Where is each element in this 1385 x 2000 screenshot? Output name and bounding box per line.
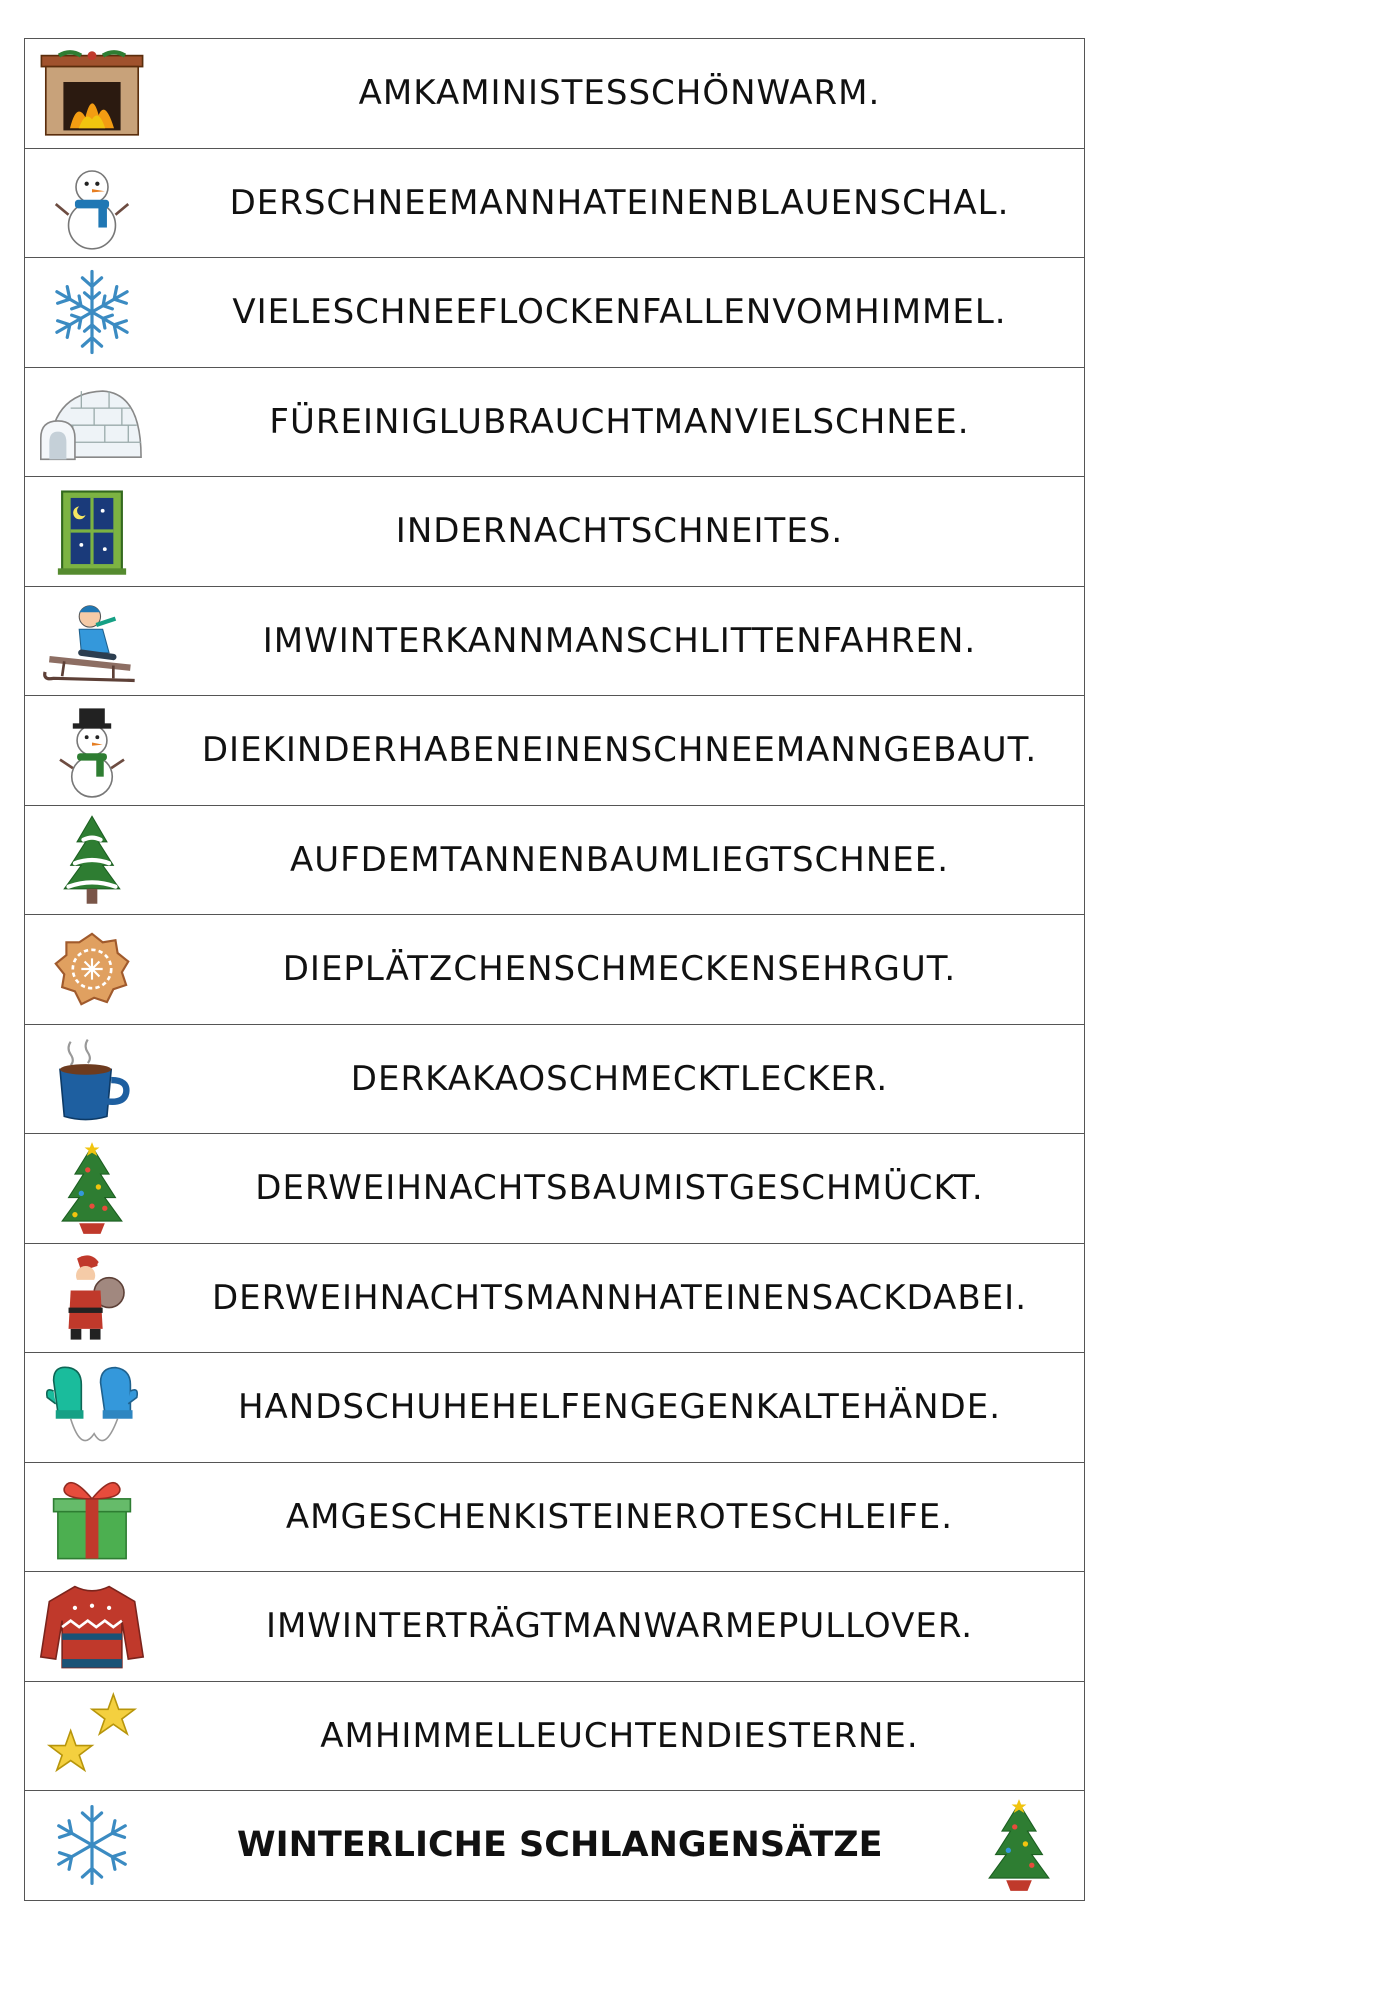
sentence-row: [25, 258, 1084, 368]
sentence-row: [25, 1353, 1084, 1463]
sentence-row: [25, 1463, 1084, 1573]
cocoa-mug-icon: [37, 1031, 147, 1127]
title-row: [25, 1791, 1084, 1901]
sentence-text: AMHIMMELLEUCHTENDIESTERNE.: [320, 1715, 919, 1756]
snowy-fir-tree-icon: [37, 812, 147, 908]
sentence-row: [25, 368, 1084, 478]
snowflake-icon: [37, 264, 147, 360]
santa-icon: [37, 1250, 147, 1346]
sled-child-icon: [37, 593, 147, 689]
sentence-row: [25, 1244, 1084, 1354]
sentence-row: [25, 39, 1084, 149]
sentence-text: DERSCHNEEMANNHATEINENBLAUENSCHAL.: [229, 182, 1010, 223]
sentence-text: IMWINTERTRÄGTMANWARMEPULLOVER.: [265, 1606, 974, 1647]
worksheet: [24, 38, 1085, 1901]
sentence-row: [25, 587, 1084, 697]
sentence-row: [25, 806, 1084, 916]
snowman-scarf-icon: [37, 155, 147, 251]
snowman-hat-icon: [37, 702, 147, 798]
sentence-text: DERWEIHNACHTSMANNHATEINENSACKDABEI.: [211, 1277, 1028, 1318]
fireplace-icon: [37, 45, 147, 141]
mittens-icon: [37, 1359, 147, 1455]
sentence-row: [25, 1572, 1084, 1682]
sentence-row: [25, 149, 1084, 259]
sentence-text: AMGESCHENKISTEINEROTESCHLEIFE.: [285, 1496, 954, 1537]
snowflake-icon: [37, 1797, 147, 1893]
sentence-row: [25, 477, 1084, 587]
christmas-tree-icon: [37, 1140, 147, 1236]
night-window-icon: [37, 483, 147, 579]
sentence-text: DERWEIHNACHTSBAUMISTGESCHMÜCKT.: [255, 1168, 984, 1209]
sentence-text: IMWINTERKANNMANSCHLITTENFAHREN.: [262, 620, 977, 661]
cookie-icon: [37, 921, 147, 1017]
gift-icon: [37, 1469, 147, 1565]
sentence-text: DIEPLÄTZCHENSCHMECKENSEHRGUT.: [282, 949, 957, 990]
stars-icon: [37, 1688, 147, 1784]
sentence-row: [25, 915, 1084, 1025]
sentence-text: AUFDEMTANNENBAUMLIEGTSCHNEE.: [289, 839, 950, 880]
sentence-text: FÜREINIGLUBRAUCHTMANVIELSCHNEE.: [269, 401, 970, 442]
igloo-icon: [37, 374, 147, 470]
sentence-text: DIEKINDERHABENEINENSCHNEEMANNGEBAUT.: [201, 730, 1038, 771]
sentence-text: INDERNACHTSCHNEITES.: [395, 511, 844, 552]
sentence-row: [25, 1134, 1084, 1244]
christmas-tree-icon: [964, 1797, 1074, 1893]
sweater-icon: [37, 1578, 147, 1674]
sentence-row: [25, 1025, 1084, 1135]
sentence-row: [25, 1682, 1084, 1792]
sentence-text: VIELESCHNEEFLOCKENFALLENVOMHIMMEL.: [232, 292, 1007, 333]
worksheet-title: WINTERLICHE SCHLANGENSÄTZE: [237, 1825, 883, 1866]
sentence-text: HANDSCHUHEHELFENGEGENKALTEHÄNDE.: [237, 1387, 1002, 1428]
sentence-row: [25, 696, 1084, 806]
sentence-text: AMKAMINISTESSCHÖNWARM.: [358, 73, 881, 114]
sentence-text: DERKAKAOSCHMECKTLECKER.: [350, 1058, 889, 1099]
